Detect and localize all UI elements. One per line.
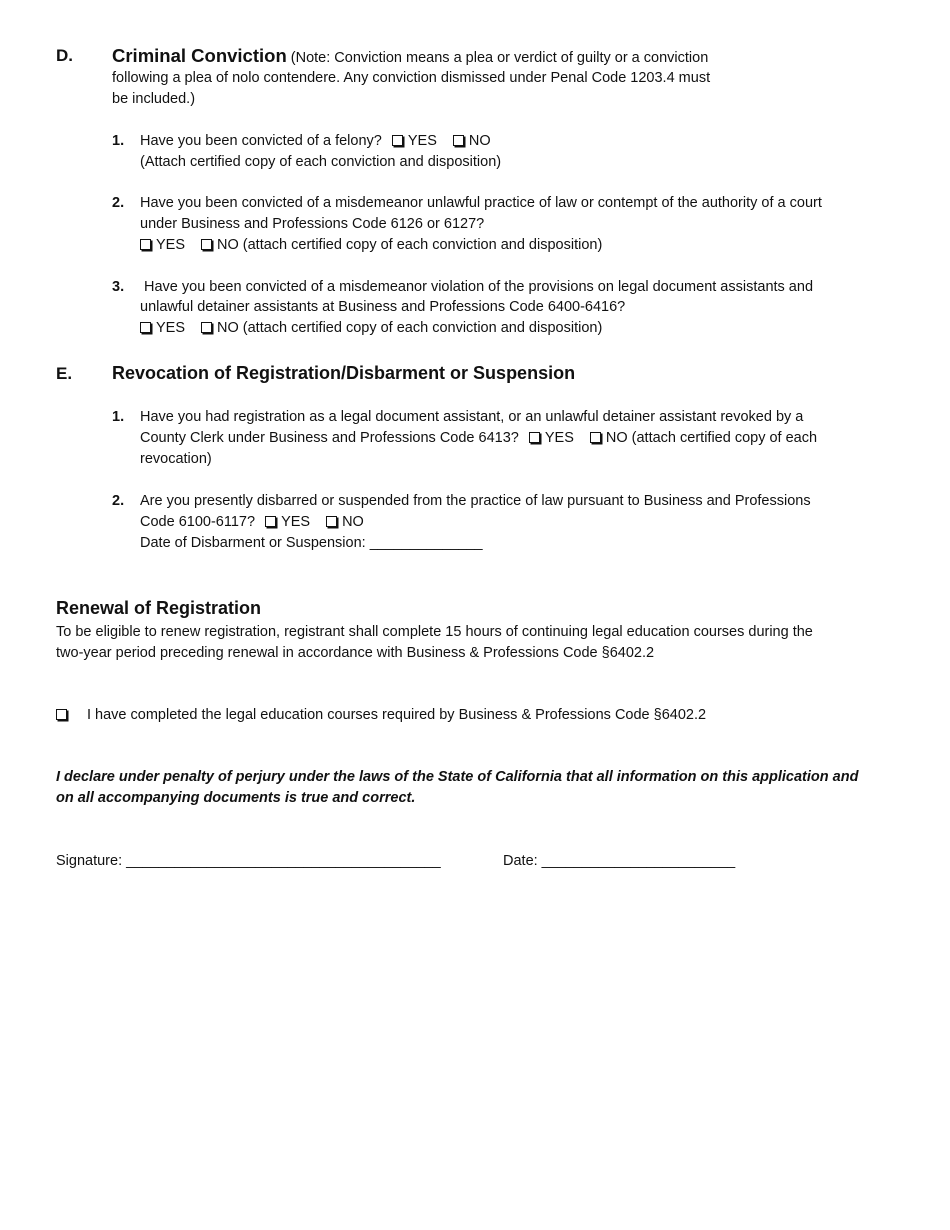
misdemeanor-answer: [140, 235, 602, 256]
section-d-heading: [112, 45, 708, 69]
felony-question: [140, 131, 491, 152]
felony-no-checkbox[interactable]: [453, 135, 464, 146]
yes-label: YES: [407, 133, 437, 149]
question-text: Code 6100-6117?: [140, 514, 256, 530]
no-label: NO (attach certified copy of each: [605, 430, 818, 446]
section-e-letter: E.: [56, 364, 73, 383]
education-completed-checkbox[interactable]: [56, 709, 67, 720]
disbarment-question-line-1: Are you presently disbarred or suspended from the practice of law pursuant to Business and Professions: [140, 493, 811, 509]
question-text: Have you been convicted of a felony?: [140, 133, 382, 149]
signature-field[interactable]: Signature: _______________________________________: [56, 853, 441, 869]
question-number: 3.: [112, 279, 125, 295]
lda-violation-no-checkbox[interactable]: [201, 322, 212, 333]
lda-violation-answer: [140, 318, 602, 339]
revocation-question-line-1: Have you had registration as a legal document assistant, or an unlawful detainer assistant revoked by a: [140, 409, 804, 425]
question-number: 1.: [112, 133, 125, 149]
no-label: NO (attach certified copy of each conviction and disposition): [217, 237, 603, 253]
misdemeanor-question-line-2: under Business and Professions Code 6126 or 6127?: [140, 216, 485, 232]
section-d-letter: D.: [56, 46, 73, 65]
felony-yes-checkbox[interactable]: [392, 135, 403, 146]
question-number: 2.: [112, 195, 125, 211]
renewal-title: Renewal of Registration: [56, 598, 262, 618]
question-text: County Clerk under Business and Professions Code 6413?: [140, 430, 519, 446]
revocation-question-line-3: revocation): [140, 451, 212, 467]
yes-label: YES: [281, 514, 311, 530]
declaration-line-1: I declare under penalty of perjury under the laws of the State of California that all information on this application and: [56, 769, 859, 785]
section-d-note: (Note: Conviction means a plea or verdict of guilty or a conviction: [290, 50, 709, 66]
renewal-paragraph-line-2: two-year period preceding renewal in accordance with Business & Professions Code §6402.2: [56, 645, 655, 661]
disbarment-date-field[interactable]: Date of Disbarment or Suspension: ______________: [140, 535, 483, 551]
education-completed-label: I have completed the legal education courses required by Business & Professions Code §6402.2: [87, 707, 707, 723]
no-label: NO (attach certified copy of each conviction and disposition): [217, 320, 603, 336]
declaration-line-2: on all accompanying documents is true and correct.: [56, 790, 416, 806]
revocation-yes-checkbox[interactable]: [529, 432, 540, 443]
no-label: NO: [342, 514, 364, 530]
signature-date-field[interactable]: Date: ________________________: [503, 853, 736, 869]
section-d-note-line-2: following a plea of nolo contendere. Any conviction dismissed under Penal Code 1203.4 must: [112, 70, 711, 86]
revocation-no-checkbox[interactable]: [590, 432, 601, 443]
section-d-note-line-3: be included.): [112, 91, 196, 107]
lda-violation-yes-checkbox[interactable]: [140, 322, 151, 333]
no-label: NO: [468, 133, 491, 149]
revocation-question-line-2: [140, 428, 817, 449]
disbarment-yes-checkbox[interactable]: [265, 516, 276, 527]
yes-label: YES: [156, 237, 186, 253]
question-number: 1.: [112, 409, 125, 425]
disbarment-question-line-2: [140, 512, 364, 533]
section-e-title: Revocation of Registration/Disbarment or Suspension: [112, 363, 576, 383]
question-number: 2.: [112, 493, 125, 509]
misdemeanor-question-line-1: Have you been convicted of a misdemeanor unlawful practice of law or contempt of the authority of a court: [140, 195, 822, 211]
yes-label: YES: [156, 320, 186, 336]
yes-label: YES: [544, 430, 574, 446]
lda-violation-question-line-1: Have you been convicted of a misdemeanor violation of the provisions on legal document assistants and: [144, 279, 814, 295]
misdemeanor-yes-checkbox[interactable]: [140, 239, 151, 250]
lda-violation-question-line-2: unlawful detainer assistants at Business and Professions Code 6400-6416?: [140, 299, 626, 315]
felony-attach-note: (Attach certified copy of each conviction and disposition): [140, 154, 502, 170]
section-d-title: Criminal Conviction: [112, 45, 287, 66]
education-completion-row: [56, 705, 706, 726]
renewal-paragraph-line-1: To be eligible to renew registration, registrant shall complete 15 hours of continuing legal education courses during the: [56, 624, 813, 640]
disbarment-no-checkbox[interactable]: [326, 516, 337, 527]
misdemeanor-no-checkbox[interactable]: [201, 239, 212, 250]
